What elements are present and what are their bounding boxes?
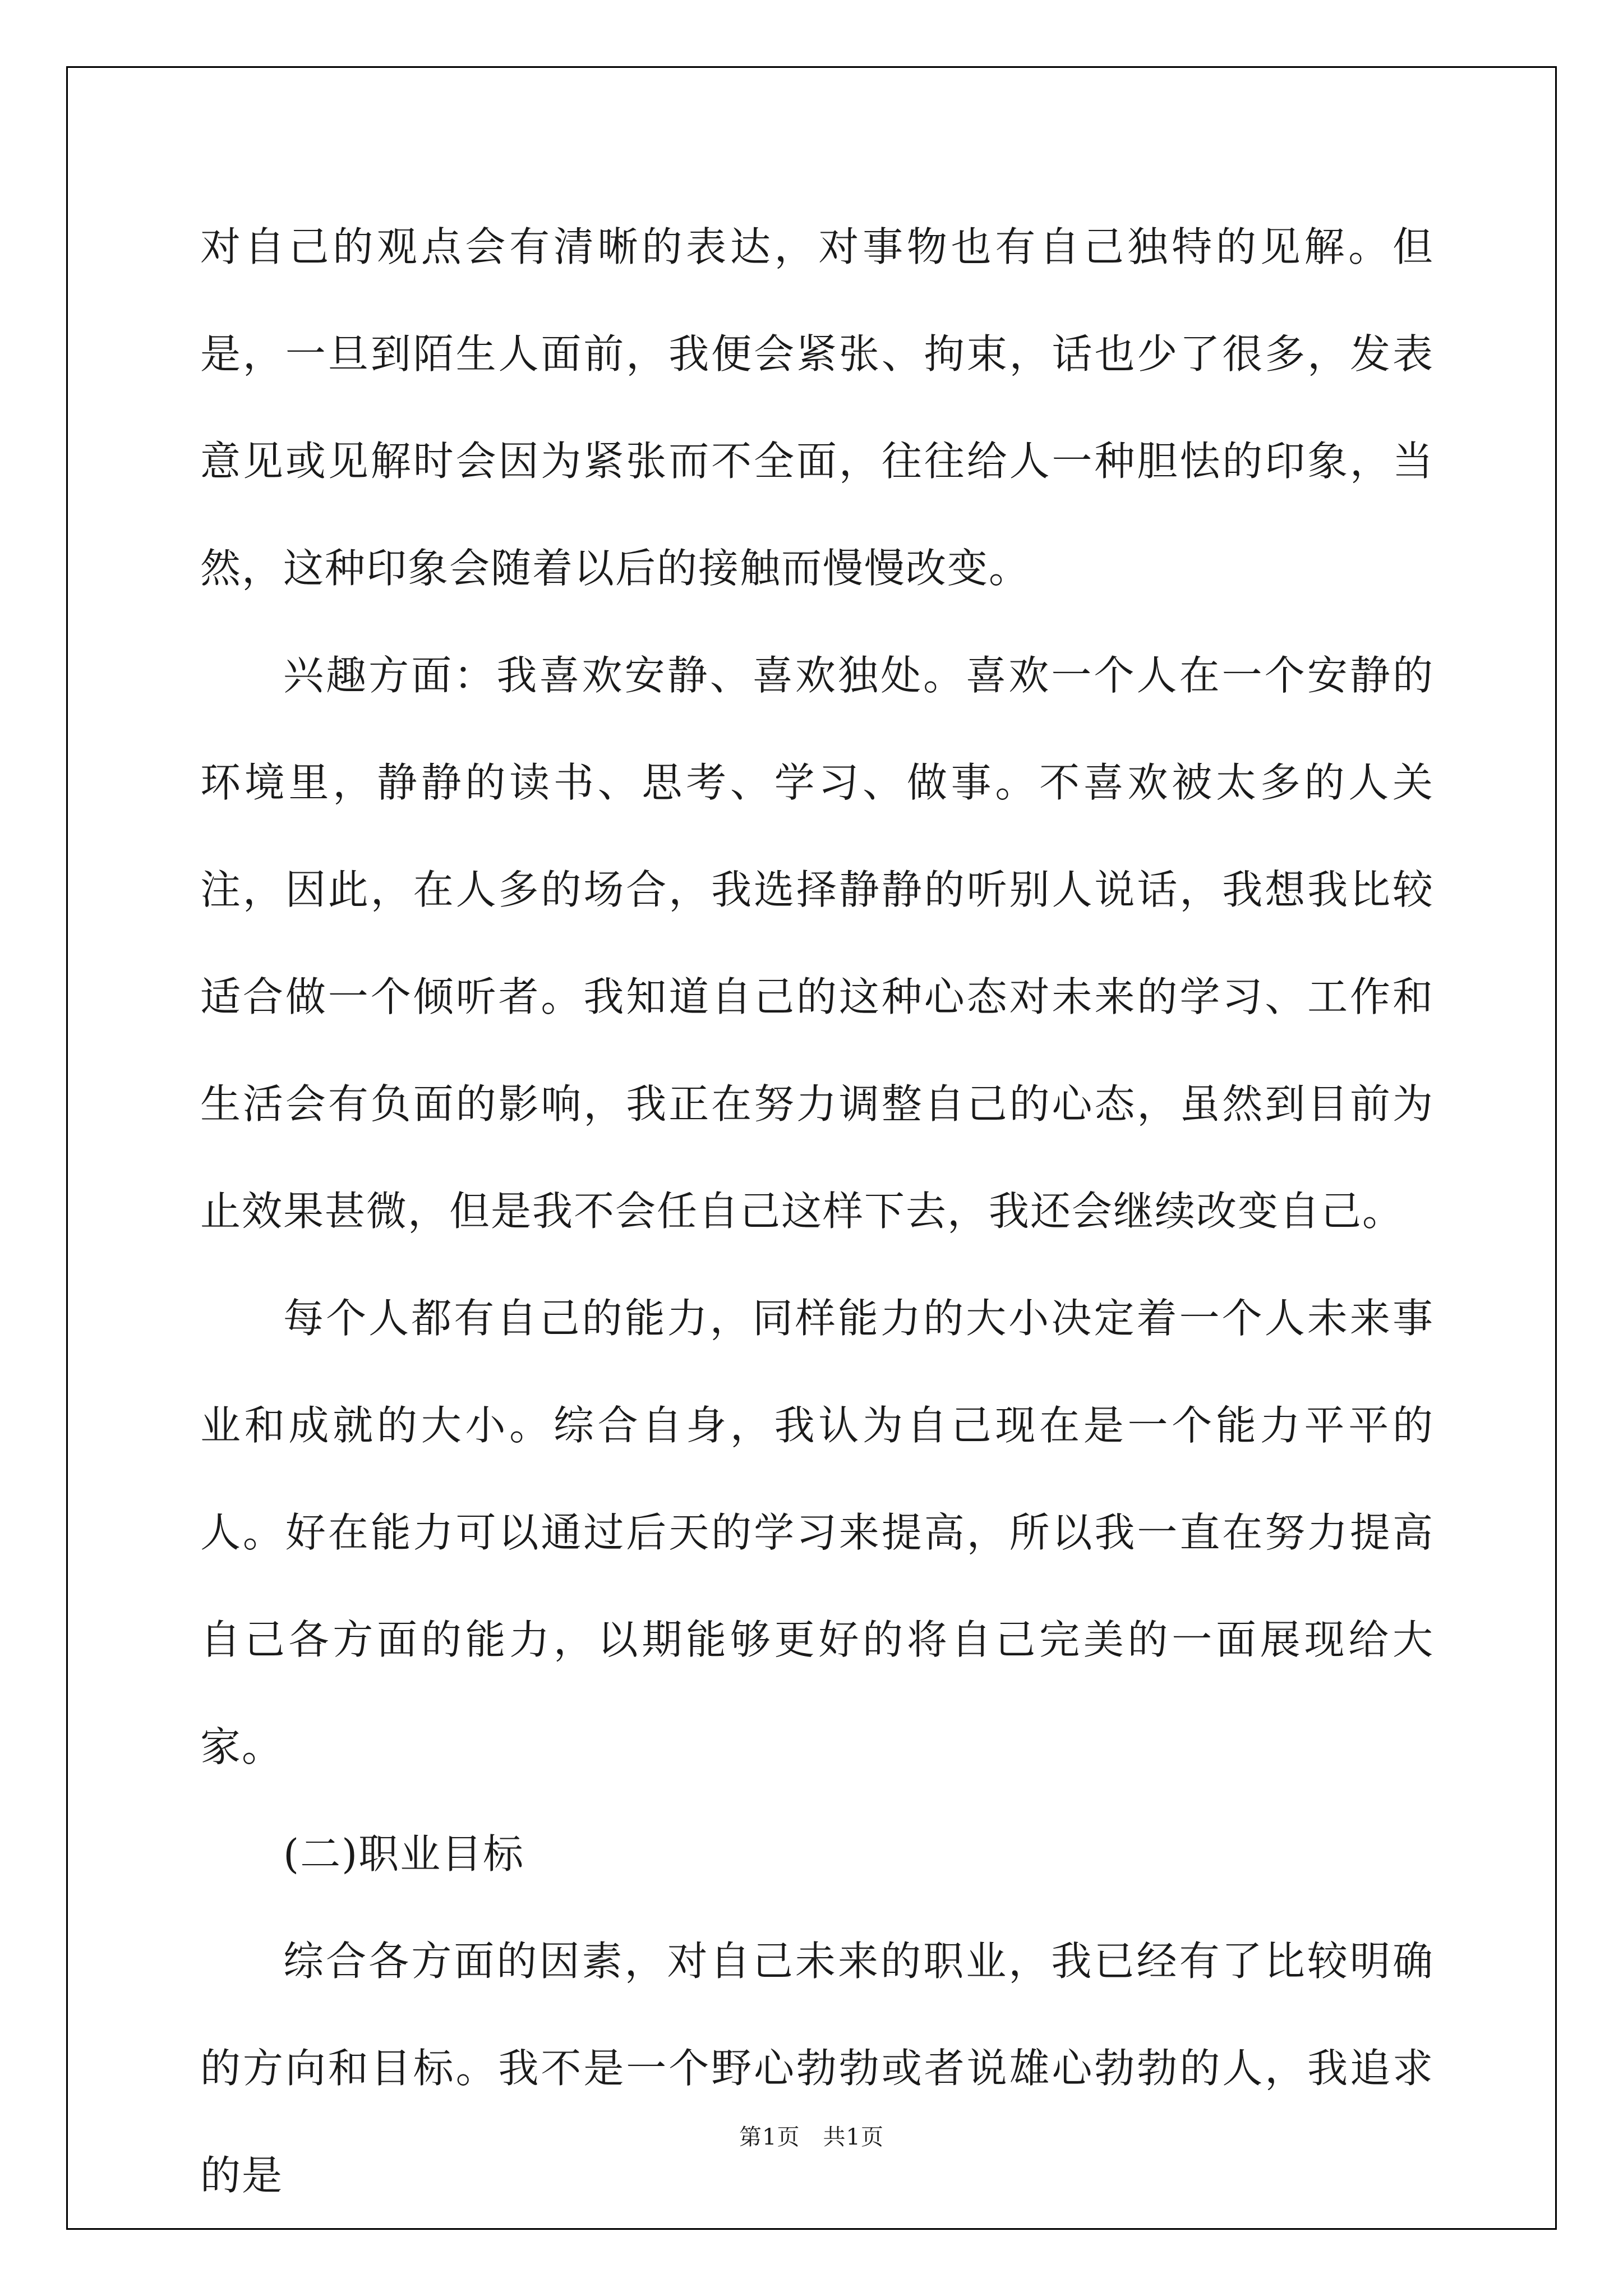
document-body — [200, 194, 1434, 2229]
paragraph-career-goal: 综合各方面的因素，对自己未来的职业，我已经有了比较明确的方向和目标。我不是一个野心勃勃或者说雄心勃勃的人，我追求的是 — [200, 1938, 1434, 2199]
paragraph-continuation: 对自己的观点会有清晰的表达，对事物也有自己独特的见解。但是，一旦到陌生人面前，我便会紧张、拘束，话也少了很多，发表意见或见解时会因为紧张而不全面，往往给人一种胆怯的印象，当然，这种印象会随着以后的接触而慢慢改变。 — [200, 223, 1434, 592]
page-footer: 第1页 共1页 — [739, 2124, 884, 2150]
paragraph-interests: 兴趣方面：我喜欢安静、喜欢独处。喜欢一个人在一个安静的环境里，静静的读书、思考、学习、做事。不喜欢被太多的人关注，因此，在人多的场合，我选择静静的听别人说话，我想我比较适合做一个倾听者。我知道自己的这种心态对未来的学习、工作和生活会有负面的影响，我正在努力调整自己的心态，虽然到目前为止效果甚微，但是我不会任自己这样下去，我还会继续改变自己。 — [200, 652, 1434, 1235]
paragraph-abilities: 每个人都有自己的能力，同样能力的大小决定着一个人未来事业和成就的大小。综合自身，我认为自己现在是一个能力平平的人。好在能力可以通过后天的学习来提高，所以我一直在努力提高自己各方面的能力，以期能够更好的将自己完美的一面展现给大家。 — [200, 1295, 1434, 1770]
section-heading-career-goal: (二)职业目标 — [283, 1830, 525, 1878]
